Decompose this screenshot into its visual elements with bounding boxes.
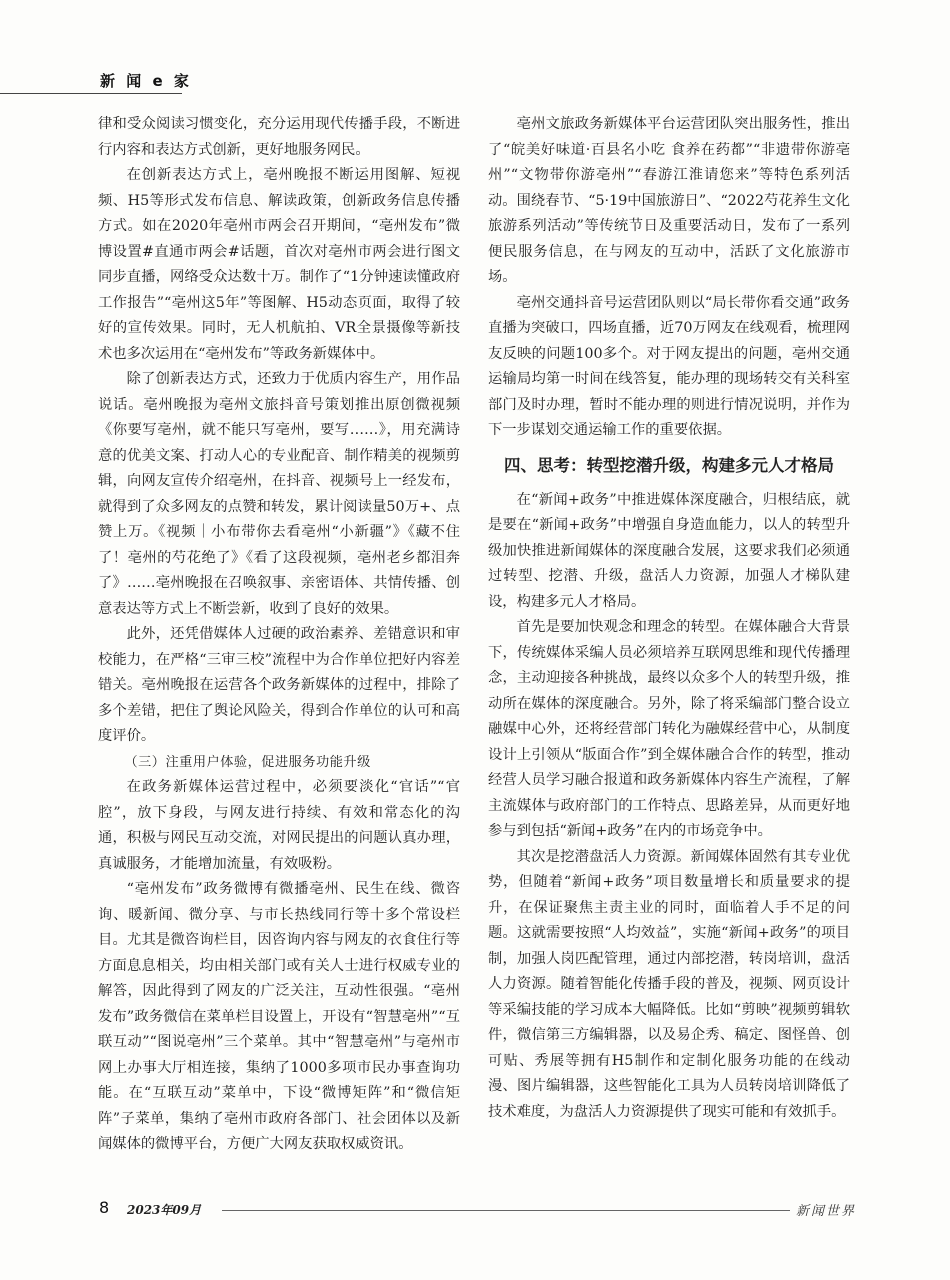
right-column	[488, 112, 850, 1125]
section-heading: 四、思考：转型挖潜升级，构建多元人才格局	[504, 455, 834, 475]
publication-logo: 新闻世界	[796, 1204, 857, 1219]
footer-rule	[222, 1210, 790, 1211]
paragraph: 律和受众阅读习惯变化，充分运用现代传播手段，不断进行内容和表达方式创新，更好地服务网民。	[98, 116, 460, 158]
paragraph: 首先是要加快观念和理念的转型。在媒体融合大背景下，传统媒体采编人员必须培养互联网思维和现代传播理念，主动迎接各种挑战，最终以众多个人的转型升级，推动所在媒体的深度融合。另外，除了将采编部门整合设立融媒中心外，还将经营部门转化为融媒经营中心，从制度设计上引领从“版面合作”到全媒体融合合作的转型，推动经营人员学习融合报道和政务新媒体内容生产流程，了解主流媒体与政府部门的工作特点、思路差异，从而更好地参与到包括“新闻+政务”在内的市场竞争中。	[488, 619, 850, 839]
paragraph: 在“新闻+政务”中推进媒体深度融合，归根结底，就是要在“新闻+政务”中增强自身造血能力，以人的转型升级加快推进新闻媒体的深度融合发展，这要求我们必须通过转型、挖潜、升级，盘活人力资源，加强人才梯队建设，构建多元人才格局。	[488, 491, 850, 610]
paragraph: 亳州交通抖音号运营团队则以“局长带你看交通”政务直播为突破口，四场直播，近70万网友在线观看，梳理网友反映的问题100多个。对于网友提出的问题，亳州交通运输局均第一时间在线答复，能办理的现场转交有关科室部门及时办理，暂时不能办理的则进行情况说明，并作为下一步谋划交通运输工作的重要依据。	[488, 294, 850, 438]
issue-date: 2023年09月	[127, 1203, 202, 1217]
column-masthead: 新 闻 e 家	[100, 72, 192, 90]
paragraph: 亳州文旅政务新媒体平台运营团队突出服务性，推出了“皖美好味道·百县名小吃 食养在药都”“非遗带你游亳州”“文物带你游亳州”“春游江淮请您来”等特色系列活动。围绕春节、“5·19中国旅游日”、“2022芍花养生文化旅游系列活动”等传统节日及重要活动日，发布了一系列便民服务信息，在与网友的互动中，活跃了文化旅游市场。	[488, 116, 850, 285]
paragraph: 在创新表达方式上，亳州晚报不断运用图解、短视频、H5等形式发布信息、解读政策，创新政务信息传播方式。如在2020年亳州市两会召开期间，“亳州发布”微博设置#直通市两会#话题，首次对亳州市两会进行图文同步直播，网络受众达数十万。制作了“1分钟速读懂政府工作报告”“亳州这5年”等图解、H5动态页面，取得了较好的宣传效果。同时，无人机航拍、VR全景摄像等新技术也多次运用在“亳州发布”等政务新媒体中。	[98, 167, 460, 362]
paragraph: 此外，还凭借媒体人过硬的政治素养、差错意识和审校能力，在严格“三审三校”流程中为合作单位把好内容差错关。亳州晚报在运营各个政务新媒体的过程中，排除了多个差错，把住了舆论风险关，得到合作单位的认可和高度评价。	[98, 626, 460, 744]
page-footer	[0, 1196, 950, 1226]
page-header	[0, 0, 950, 100]
header-rule	[0, 93, 182, 94]
paragraph: “亳州发布”政务微博有微播亳州、民生在线、微咨询、暖新闻、微分享、与市长热线同行等十多个常设栏目。尤其是微咨询栏目，因咨询内容与网友的衣食住行等方面息息相关，均由相关部门或有关人士进行权威专业的解答，因此得到了网友的广泛关注，互动性很强。“亳州发布”政务微信在菜单栏目设置上，开设有“智慧亳州”“互联互动”“图说亳州”三个菜单。其中“智慧亳州”与亳州市网上办事大厅相连接，集纳了1000多项市民办事查询功能。在“互联互动”菜单中，下设“微博矩阵”和“微信矩阵”子菜单，集纳了亳州市政府各部门、社会团体以及新闻媒体的微博平台，方便广大网友获取权威资讯。	[98, 881, 460, 1152]
page-number: 8	[99, 1198, 110, 1217]
left-column	[98, 112, 460, 1158]
paragraph: 在政务新媒体运营过程中，必须要淡化“官话”“官腔”，放下身段，与网友进行持续、有效和常态化的沟通，积极与网民互动交流，对网民提出的问题认真办理，真诚服务，才能增加流量，有效吸粉。	[98, 779, 460, 872]
paragraph: 其次是挖潜盘活人力资源。新闻媒体固然有其专业优势，但随着“新闻+政务”项目数量增长和质量要求的提升，在保证聚焦主责主业的同时，面临着人手不足的问题。这就需要按照“人均效益”，实施“新闻+政务”的项目制，加强人岗匹配管理，通过内部挖潜，转岗培训，盘活人力资源。随着智能化传播手段的普及，视频、网页设计等采编技能的学习成本大幅降低。比如“剪映”视频剪辑软件，微信第三方编辑器，以及易企秀、稿定、图怪兽、创可贴、秀展等拥有H5制作和定制化服务功能的在线动漫、图片编辑器，这些智能化工具为人员转岗培训降低了技术难度，为盘活人力资源提供了现实可能和有效抓手。	[488, 848, 850, 1120]
paragraph: 除了创新表达方式，还致力于优质内容生产，用作品说话。亳州晚报为亳州文旅抖音号策划推出原创微视频《你要写亳州，就不能只写亳州，要写……》，用充满诗意的优美文案、打动人心的专业配音、制作精美的视频剪辑，向网友宣传介绍亳州，在抖音、视频号上一经发布，就得到了众多网友的点赞和转发，累计阅读量50万+、点赞上万。《视频｜小布带你去看亳州“小新疆”》《藏不住了！亳州的芍花绝了》《看了这段视频，亳州老乡都泪奔了》……亳州晚报在召唤叙事、亲密语体、共情传播、创意表达等方式上不断尝新，收到了良好的效果。	[98, 371, 460, 617]
subsection-heading: （三）注重用户体验，促进服务功能升级	[124, 754, 371, 770]
